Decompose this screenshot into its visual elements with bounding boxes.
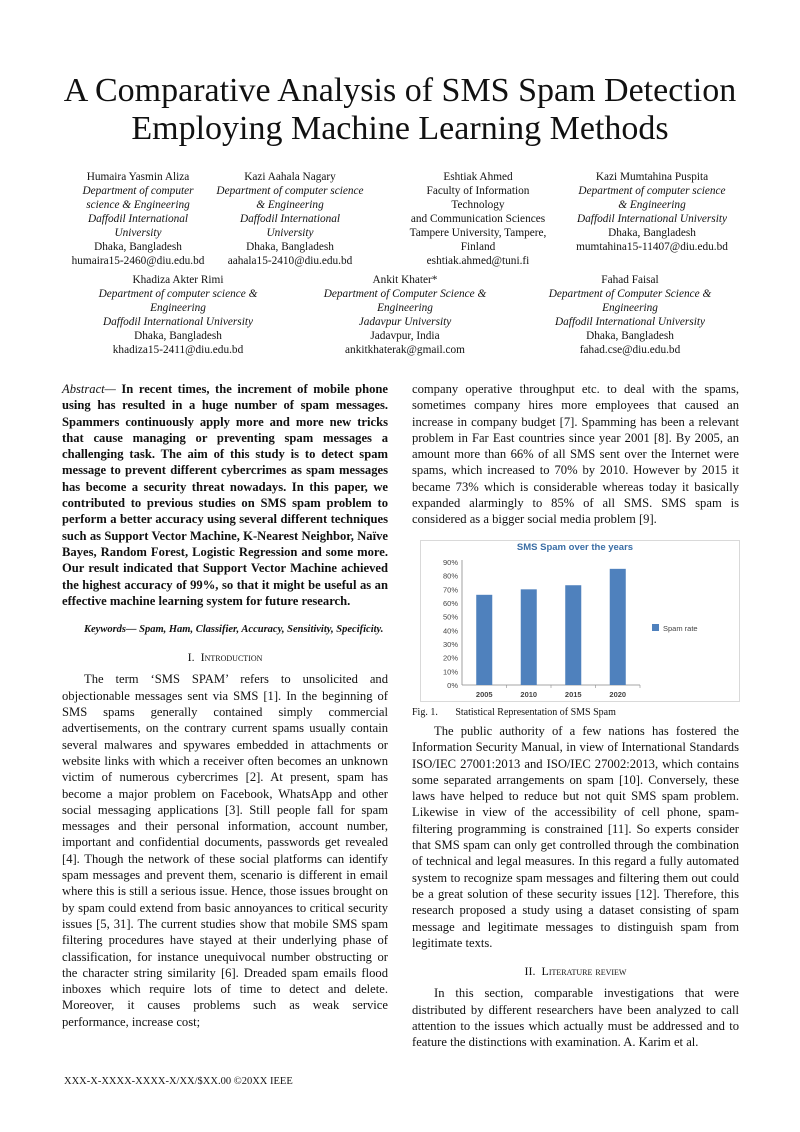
section-number: II. [524,964,536,979]
right-paragraph-3: In this section, comparable investigations that were distributed by different researchers have been analyzed to call attention to the issues which actually must be addressed and to feature the distinctions with examination. A. Karim et al. [412,986,739,1050]
author-affiliation: Department of Computer Science & [323,288,487,300]
section-number: I. [187,650,195,665]
author-affiliation: Department of computer science [216,185,364,197]
y-tick-label: 10% [442,667,458,677]
title-line-1: A Comparative Analysis of SMS Spam Detection [63,72,737,109]
author-detail: Dhaka, Bangladesh [608,227,696,239]
author-1-3 [398,170,558,268]
author-detail: humaira15-2460@diu.edu.bd [71,255,205,267]
spam-bar-chart [420,540,740,702]
author-detail: Tampere University, Tampere, [409,227,547,239]
author-affiliation: & Engineering [256,199,324,211]
section-title: Introduction [200,650,263,665]
author-1-1 [58,170,218,268]
abstract-text: In recent times, the increment of mobile phone using has resulted in a huge number of spam messages. Spammers continuously apply more and more new tricks that cause managing or preventing spam messages a challenging task. The aim of this study is to detect spam message to prevent different cybercrimes as spam messages has become a security threat nowadays. In this paper, we contributed to previous studies on SMS spam problem to perform a better accuracy using several different techniques such as Support Vector Machine, K-Nearest Neighbor, Naïve Bayes, Random Forest, Logistic Regression and some more. Our result indicated that Support Vector Machine achieved the highest accuracy of 99%, so that it might be useful as an effective machine learning system for future research. [62,382,388,608]
y-tick-label: 90% [442,558,458,567]
author-detail: ankitkhaterak@gmail.com [345,344,465,356]
intro-paragraph: The term ‘SMS SPAM’ refers to unsolicited and objectionable messages sent via SMS [1]. In the beginning of SMS spams generally contained simply commercial advertisements, on the contrary current spams usually contain several malwares and spywares embedded in attachments or website links with which a receiver often becomes an unknown victim of numerous cybercrimes [2]. At present, spam has become a major problem on Facebook, WhatsApp and other social messaging applications [3]. Still people fall for spam messages and their personal information, account number, important and confidential documents, passwords get revealed [4]. Though the network of these social platforms can identify spam messages and prevent them, scenario is different in email where this is still a serious issue. Hence, those issues brought on by spam could extend from basic annoyances to critical security issues [5, 31]. The current studies show that mobile SMS spam filtering procedures have stayed at their underlying phase of classification, for instance unequivocal number obstructing or the character string similarity [6]. Dreaded spam emails flood inboxes which require lots of time to detect and delete. Moreover, it causes problems such as weak service performance, increase cost; [62,672,388,1029]
bar-2005 [476,595,492,685]
author-affiliation: Department of computer [82,185,194,197]
author-affiliation: Engineering [377,302,433,314]
section-heading-introduction [62,649,388,665]
x-tick-label: 2020 [609,690,627,699]
abstract-lead: Abstract— [62,382,116,396]
author-affiliation: Engineering [602,302,658,314]
author-detail: Dhaka, Bangladesh [586,330,674,342]
page-footer: XXX-X-XXXX-XXXX-X/XX/$XX.00 ©20XX IEEE [64,1076,293,1087]
author-affiliation: Daffodil International University [555,316,705,328]
author-detail: Dhaka, Bangladesh [246,241,334,253]
y-tick-label: 50% [442,612,458,622]
right-column-bottom [412,723,739,1051]
author-name: Humaira Yasmin Aliza [86,171,190,183]
author-detail: fahad.cse@diu.edu.bd [579,344,681,356]
author-affiliation: & Engineering [618,199,686,211]
y-tick-label: 30% [442,640,458,649]
keywords-text: Spam, Ham, Classifier, Accuracy, Sensitivity, Specificity. [136,624,384,636]
author-detail: and Communication Sciences [410,213,546,225]
title-line-2: Employing Machine Learning Methods [131,110,669,147]
author-affiliation: Daffodil International University [577,213,727,225]
author-name: Fahad Faisal [601,274,659,286]
y-tick-label: 70% [442,585,458,595]
author-detail: Dhaka, Bangladesh [94,241,182,253]
section-heading-literature [412,963,739,979]
author-detail: Jadavpur, India [370,330,440,342]
figure-caption-text: Statistical Representation of SMS Spam [455,707,616,718]
legend-label: Spam rate [663,624,698,633]
keywords [62,623,388,637]
author-2-2 [305,273,505,357]
left-column [62,381,388,1030]
keywords-lead: Keywords— [84,624,137,636]
author-affiliation: Jadavpur University [358,316,452,328]
x-tick-label: 2010 [520,690,538,699]
author-name: Ankit Khater* [372,274,438,286]
x-tick-label: 2005 [475,690,493,699]
author-2-3 [530,273,730,357]
author-2-1 [78,273,278,357]
x-tick-label: 2015 [564,690,582,699]
author-detail: mumtahina15-11407@diu.edu.bd [576,241,728,253]
author-affiliation: Department of computer science & [98,288,258,300]
right-paragraph-1: company operative throughput etc. to deal with the spams, sometimes company hires more employees that caused an increase in company budget [7]. Spamming has been a relevant problem in Far East countries since year 2001 [8]. By 2005, an amount more than 66% of all SMS sent over the Internet were spams, which increased to 70% by 2010. However by 2015 it became 73% which is considerable whereas today it basically expanded alarmingly to 85% of all SMS. SMS spam is considered as a bigger social media problem [9]. [412,382,739,527]
y-tick-label: 0% [447,681,458,690]
author-detail: Technology [451,199,505,211]
figure-caption [412,707,616,718]
author-1-2 [210,170,370,268]
section-title: Literature review [541,964,627,979]
paper-title [40,72,760,148]
author-detail: Dhaka, Bangladesh [134,330,222,342]
author-affiliation: Daffodil International [87,213,189,225]
author-affiliation: Daffodil International [239,213,341,225]
abstract [62,381,388,609]
chart-title: SMS Spam over the years [516,542,634,553]
y-tick-label: 60% [442,599,458,608]
y-tick-label: 80% [442,571,458,581]
author-detail: aahala15-2410@diu.edu.bd [227,255,353,267]
bar-2020 [610,569,626,685]
author-detail: Finland [460,241,496,253]
author-detail: khadiza15-2411@diu.edu.bd [112,344,244,356]
bar-2010 [521,589,537,685]
author-name: Kazi Mumtahina Puspita [595,171,709,183]
bar-2015 [565,585,581,685]
author-name: Eshtiak Ahmed [443,171,513,183]
y-tick-label: 40% [442,626,458,636]
author-affiliation: Daffodil International University [103,316,253,328]
author-name: Kazi Aahala Nagary [244,171,336,183]
author-affiliation: Department of computer science [578,185,726,197]
author-detail: Faculty of Information [426,185,530,197]
author-affiliation: science & Engineering [86,199,190,211]
legend-swatch [652,624,659,631]
author-name: Khadiza Akter Rimi [132,274,224,286]
author-affiliation: Engineering [150,302,206,314]
author-detail: eshtiak.ahmed@tuni.fi [426,255,530,267]
right-paragraph-2: The public authority of a few nations has fostered the Information Security Manual, in view of International Standards ISO/IEC 27001:2013 and ISO/IEC 27002:2013, which contains some separated arrangements on spam [10]. Conversely, these laws have helped to reduce but not quit SMS spam problem. Likewise in view of the accessibility of cell phone, spam-filtering programming is constrained [11]. So experts consider that SMS spam can only get controlled through the combination of technical and legal measures. In this regard a fully automated system to recognize spam messages and filtering them out could be a great solution of these security issues [12]. Therefore, this research proposed a study using a dataset consisting of spam message and legitimate messages to distinguish spam from legitimate texts. [412,724,739,950]
author-1-4 [557,170,747,254]
author-affiliation: University [266,227,314,239]
y-tick-label: 20% [442,653,458,663]
author-affiliation: University [114,227,162,239]
author-affiliation: Department of Computer Science & [548,288,712,300]
figure-label: Fig. 1. [412,707,438,718]
right-column-top [412,381,739,528]
